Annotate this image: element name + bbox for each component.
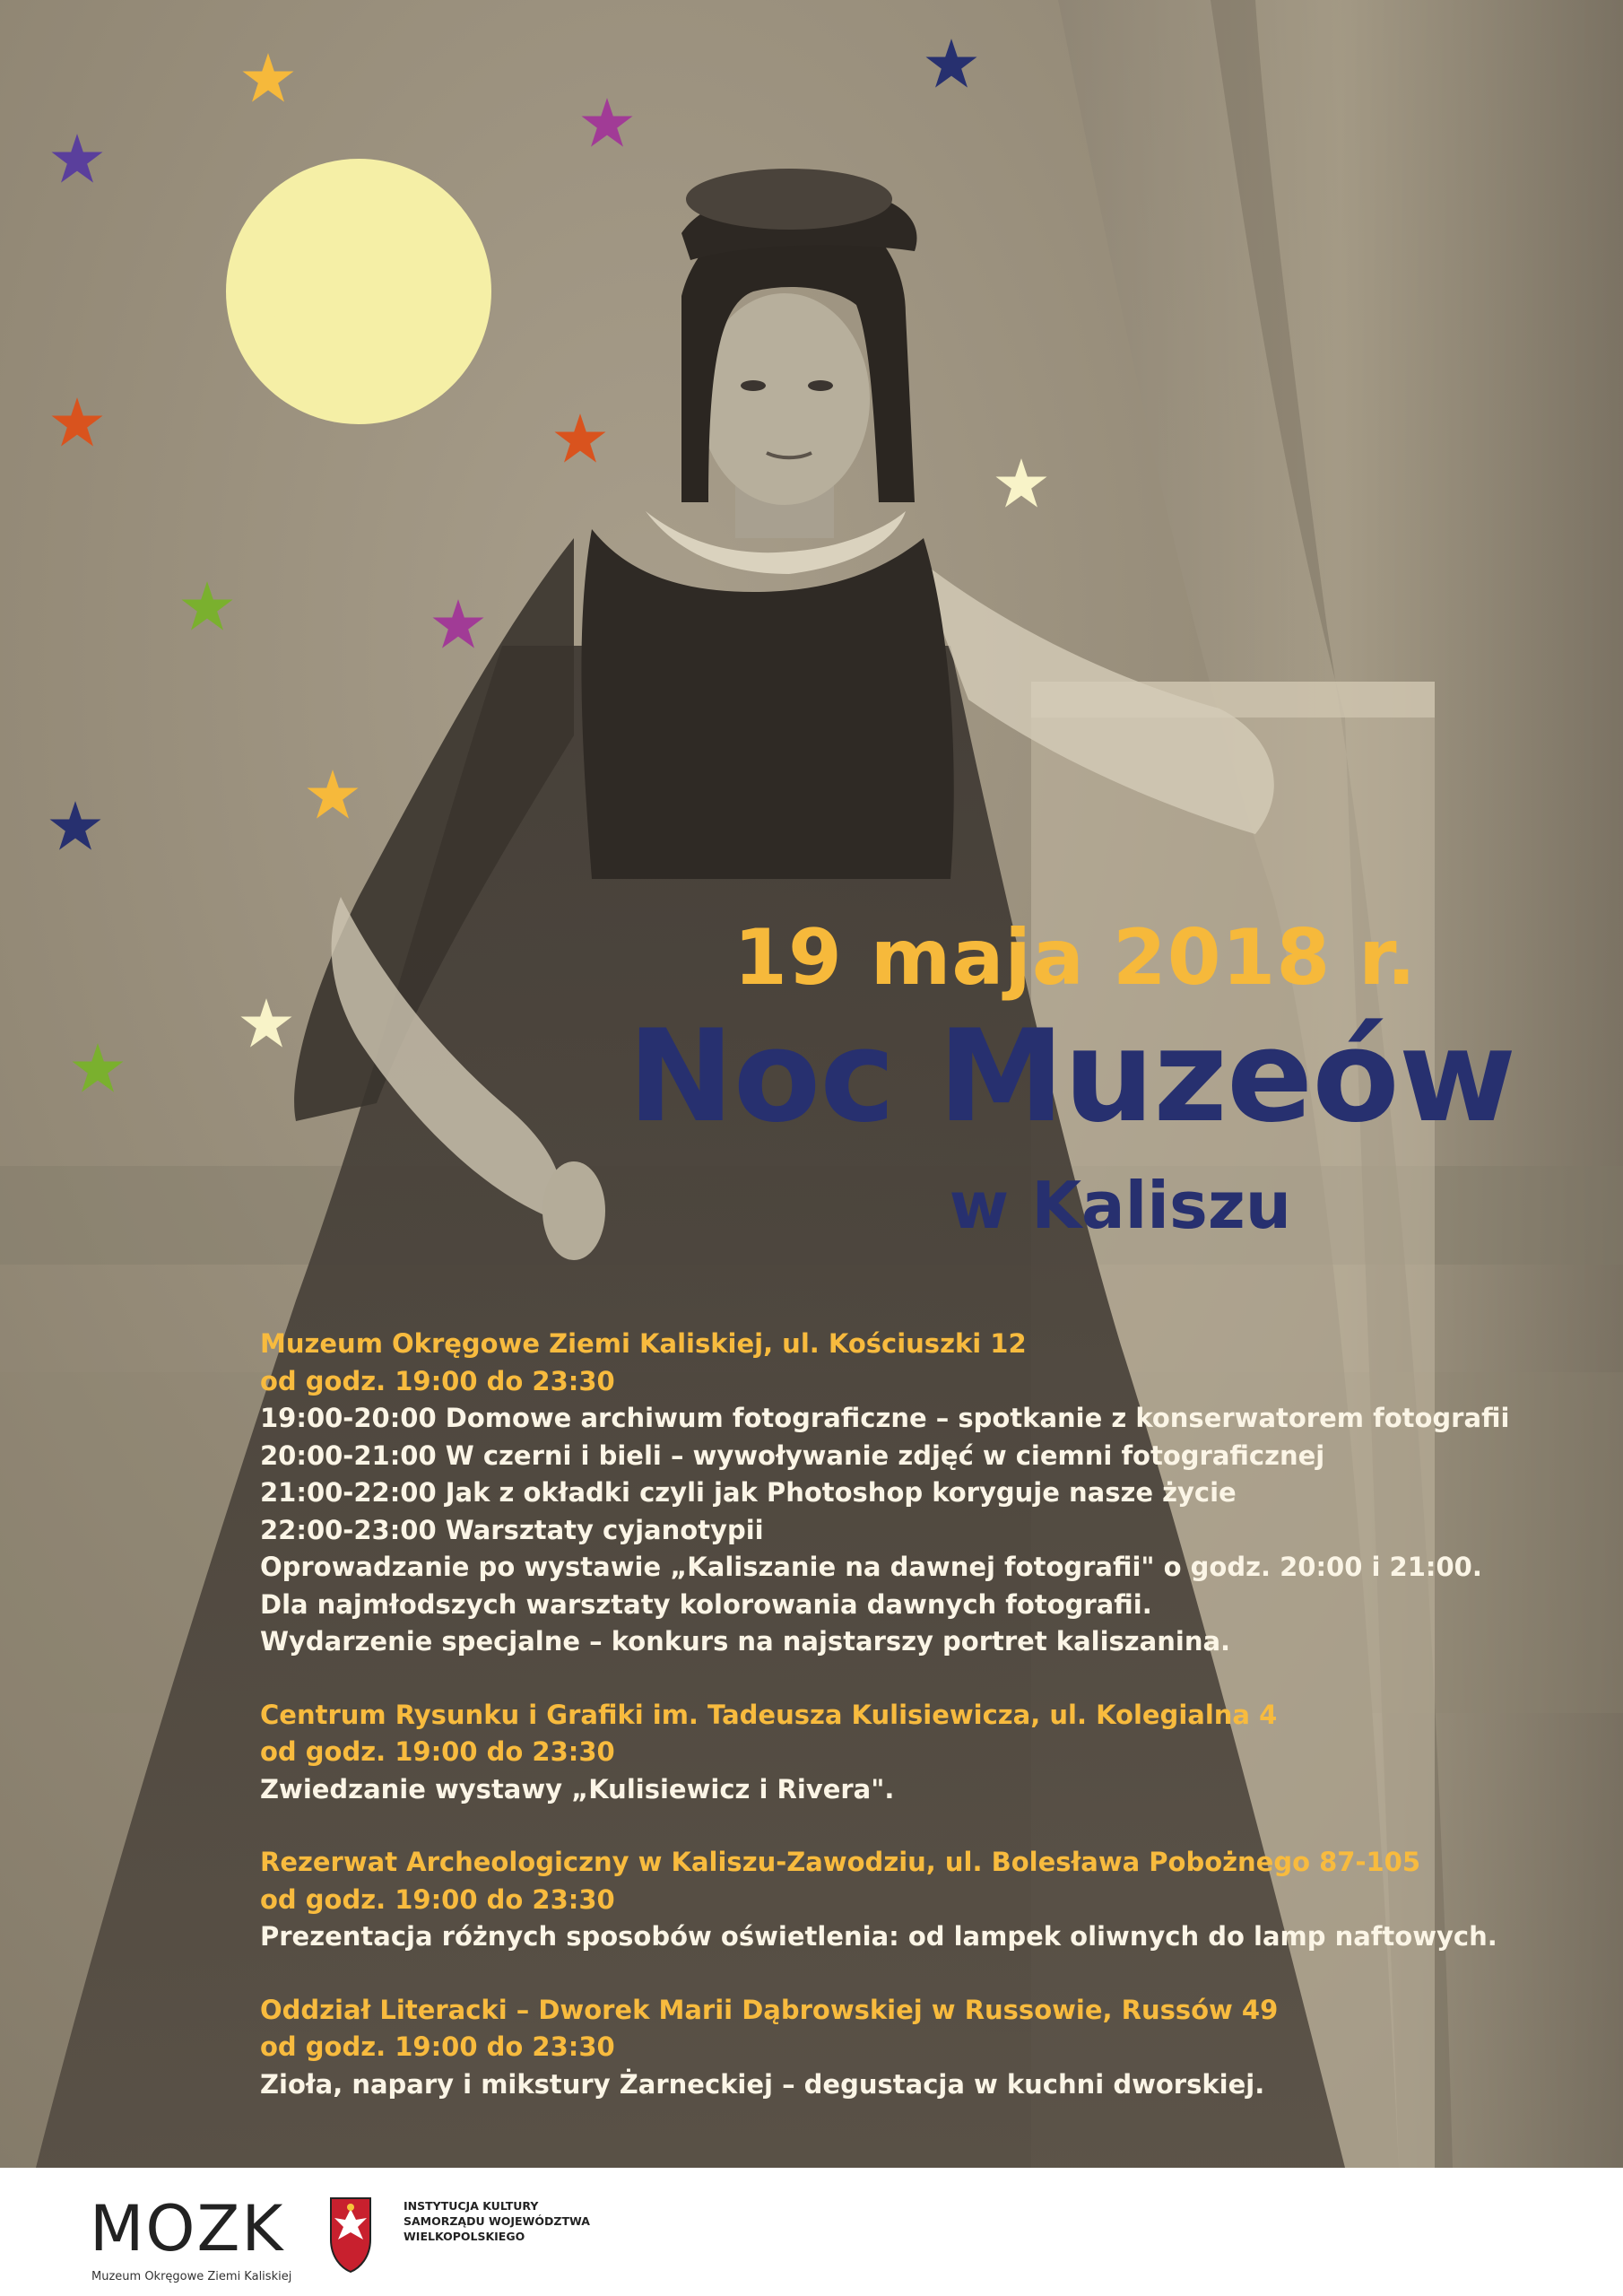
venue-hours: od godz. 19:00 do 23:30 xyxy=(260,1365,615,1396)
venue-block xyxy=(260,1844,1560,1956)
event-title: Noc Muzeów xyxy=(627,1003,1515,1151)
venue-hours: od godz. 19:00 do 23:30 xyxy=(260,2031,615,2062)
venue-name: Rezerwat Archeologiczny w Kaliszu-Zawodziu, ul. Bolesława Pobożnego 87-105 xyxy=(260,1847,1421,1877)
event-date: 19 maja 2018 r. xyxy=(733,913,1417,1003)
mozk-logo-subtitle: Muzeum Okręgowe Ziemi Kaliskiej xyxy=(91,2270,292,2283)
program-item: Dla najmłodszych warsztaty kolorowania dawnych fotografii. xyxy=(260,1588,1152,1620)
purple-star-icon xyxy=(49,131,105,187)
program-list xyxy=(260,1326,1560,2139)
orange-star-icon xyxy=(552,411,608,466)
navy-star-icon xyxy=(924,36,979,91)
green-star-icon xyxy=(179,578,235,634)
venue-hours: od godz. 19:00 do 23:30 xyxy=(260,1883,615,1915)
program-item: 21:00-22:00 Jak z okładki czyli jak Photoshop koryguje nasze życie xyxy=(260,1477,1237,1508)
program-item: Oprowadzanie po wystawie „Kaliszanie na dawnej fotografii" o godz. 20:00 i 21:00. xyxy=(260,1552,1482,1582)
mozk-logo xyxy=(90,2193,305,2283)
magenta-star-icon xyxy=(430,596,486,652)
venue-block xyxy=(260,1326,1560,1661)
mozk-logo-text: MOZK xyxy=(90,2192,285,2266)
program-item: 20:00-21:00 W czerni i bieli – wywoływanie zdjęć w ciemni fotograficznej xyxy=(260,1439,1325,1471)
wielkopolska-coat-of-arms-icon xyxy=(327,2195,374,2274)
program-item: 19:00-20:00 Domowe archiwum fotograficzne – spotkanie z konserwatorem fotografii xyxy=(260,1403,1510,1433)
navy-star-icon xyxy=(48,798,103,854)
venue-name: Oddział Literacki – Dworek Marii Dąbrowskiej w Russowie, Russów 49 xyxy=(260,1994,1279,2025)
institution-line: SAMORZĄDU WOJEWÓDZTWA xyxy=(404,2214,590,2228)
venue-block xyxy=(260,1697,1560,1809)
venue-name: Muzeum Okręgowe Ziemi Kaliskiej, ul. Kościuszki 12 xyxy=(260,1328,1027,1359)
institution-line: WIELKOPOLSKIEGO xyxy=(404,2230,525,2243)
program-item: Zwiedzanie wystawy „Kulisiewicz i Rivera". xyxy=(260,1773,895,1805)
institution-label xyxy=(404,2198,590,2244)
yellow-star-icon xyxy=(240,50,296,106)
magenta-star-icon xyxy=(579,95,635,151)
venue-hours: od godz. 19:00 do 23:30 xyxy=(260,1736,615,1767)
venue-name: Centrum Rysunku i Grafiki im. Tadeusza Kulisiewicza, ul. Kolegialna 4 xyxy=(260,1699,1278,1730)
venue-block xyxy=(260,1992,1560,2104)
program-item: Zioła, napary i mikstury Żarneckiej – degustacja w kuchni dworskiej. xyxy=(260,2068,1265,2100)
orange-star-icon xyxy=(49,395,105,450)
crescent-moon-icon xyxy=(215,148,502,435)
program-item: Wydarzenie specjalne – konkurs na najstarszy portret kaliszanina. xyxy=(260,1626,1231,1657)
cream-star-icon xyxy=(994,456,1049,511)
institution-line: INSTYTUCJA KULTURY xyxy=(404,2199,539,2213)
event-subtitle: w Kaliszu xyxy=(949,1168,1291,1243)
program-item: Prezentacja różnych sposobów oświetlenia: od lampek oliwnych do lamp naftowych. xyxy=(260,1921,1497,1952)
footer xyxy=(0,2168,1623,2296)
yellow-star-icon xyxy=(305,767,360,822)
program-item: 22:00-23:00 Warsztaty cyjanotypii xyxy=(260,1514,764,1545)
